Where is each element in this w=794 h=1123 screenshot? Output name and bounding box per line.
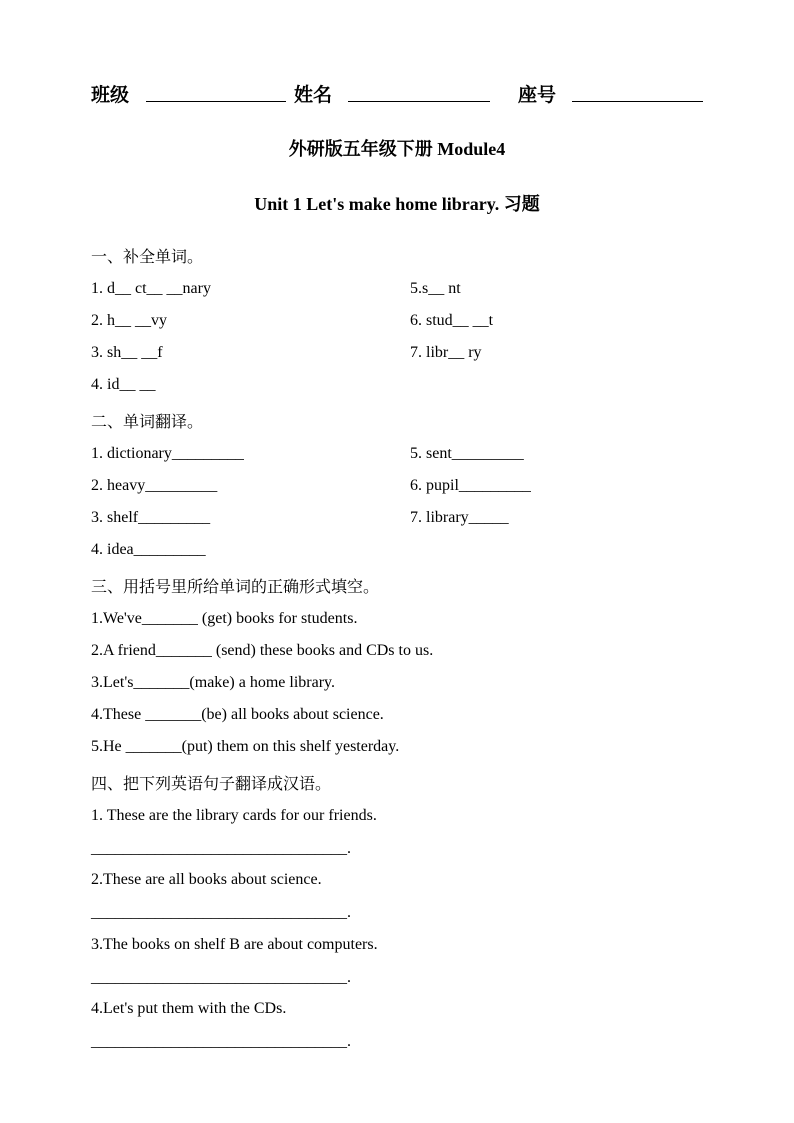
section-2-heading: 二、单词翻译。 <box>91 412 204 431</box>
list-item: 3. sh__ __f <box>91 344 163 361</box>
list-item: 4.These _______(be) all books about science. <box>91 706 384 723</box>
list-item: 5.He _______(put) them on this shelf yesterday. <box>91 738 400 755</box>
list-item: 6. pupil_________ <box>410 477 531 494</box>
list-item: 1. d__ ct__ __nary <box>91 280 211 297</box>
list-item: 7. library_____ <box>410 509 509 526</box>
seat-field-line <box>572 101 703 102</box>
list-item: 5. sent_________ <box>410 445 524 462</box>
page-title: 外研版五年级下册 Module4 <box>288 139 506 159</box>
list-item: 3.The books on shelf B are about computers. <box>91 936 378 953</box>
section-4-heading: 四、把下列英语句子翻译成汉语。 <box>91 774 332 793</box>
list-item: 7. libr__ ry <box>410 344 482 361</box>
list-item: 4.Let's put them with the CDs. <box>91 1000 287 1017</box>
list-item: 1. These are the library cards for our friends. <box>91 807 377 824</box>
list-item: 4. idea_________ <box>91 541 206 558</box>
list-item: 6. stud__ __t <box>410 312 494 329</box>
list-item: 3. shelf_________ <box>91 509 211 526</box>
section-1-heading: 一、补全单词。 <box>91 247 204 266</box>
answer-line: ________________________________. <box>91 904 351 921</box>
answer-line: ________________________________. <box>91 969 351 986</box>
list-item: 3.Let's_______(make) a home library. <box>91 674 335 691</box>
name-field-line <box>348 101 490 102</box>
answer-line: ________________________________. <box>91 1033 351 1050</box>
list-item: 1.We've_______ (get) books for students. <box>91 610 358 627</box>
list-item: 4. id__ __ <box>91 376 156 393</box>
list-item: 2.A friend_______ (send) these books and CDs to us. <box>91 642 434 659</box>
list-item: 5.s__ nt <box>410 280 461 297</box>
class-field-line <box>146 101 286 102</box>
class-label: 班级 <box>91 85 130 106</box>
list-item: 1. dictionary_________ <box>91 445 244 462</box>
list-item: 2. heavy_________ <box>91 477 218 494</box>
section-3-heading: 三、用括号里所给单词的正确形式填空。 <box>91 577 380 596</box>
list-item: 2. h__ __vy <box>91 312 167 329</box>
page-subtitle: Unit 1 Let's make home library. 习题 <box>254 194 540 214</box>
list-item: 2.These are all books about science. <box>91 871 322 888</box>
seat-label: 座号 <box>518 85 557 106</box>
answer-line: ________________________________. <box>91 840 351 857</box>
name-label: 姓名 <box>294 85 333 106</box>
